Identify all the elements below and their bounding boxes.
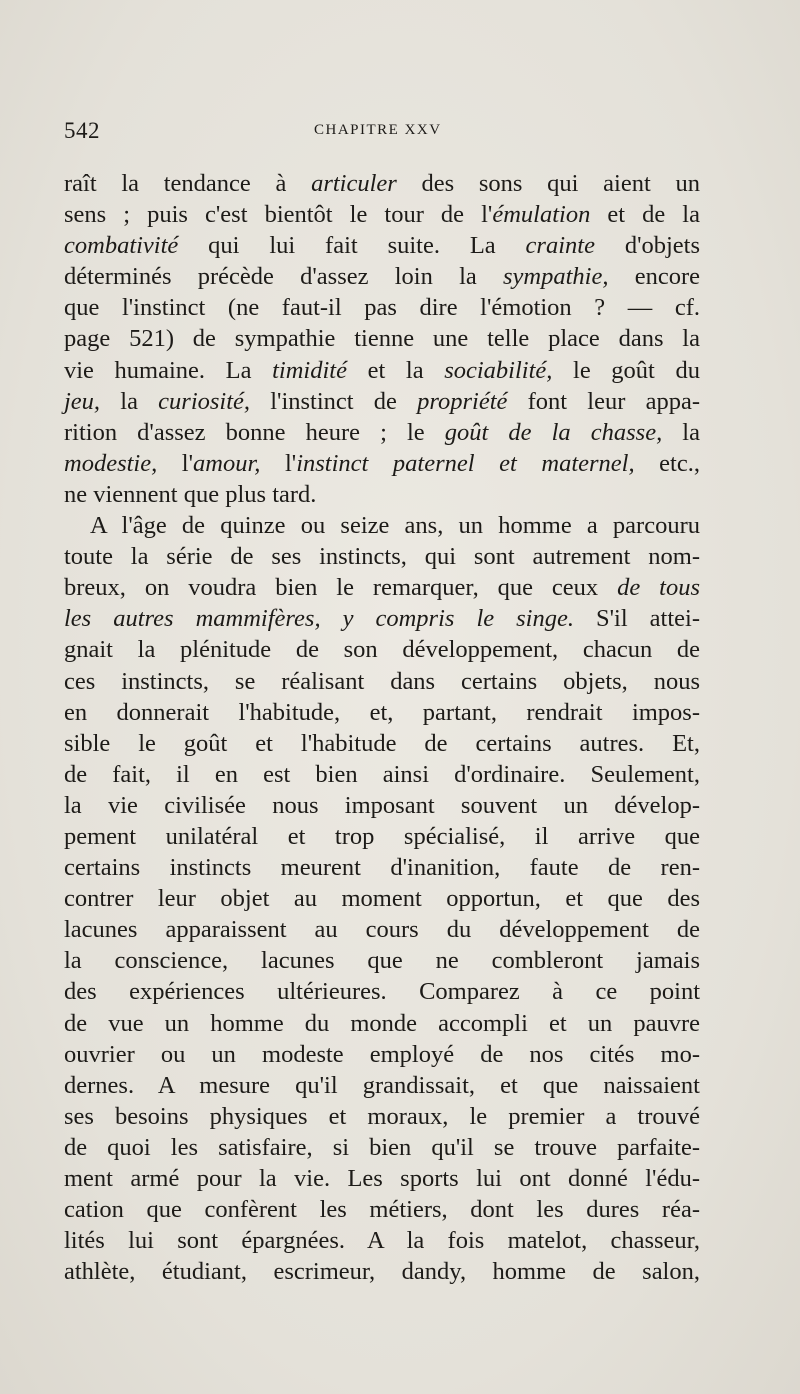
italic-text: de tous	[617, 574, 700, 602]
text-line	[64, 852, 700, 883]
text-line	[64, 790, 700, 821]
italic-text: combativité	[64, 232, 179, 260]
text-line	[64, 1101, 700, 1132]
text-run: athlète, étudiant, escrimeur, dandy, homme de salon,	[64, 1258, 700, 1286]
text-line	[64, 199, 700, 230]
text-run: gnait la plénitude de son développement, chacun de	[64, 636, 700, 664]
text-line	[64, 728, 700, 759]
text-run: encore	[608, 263, 700, 291]
text-run: ment armé pour la vie. Les sports lui ont donné l'édu-	[64, 1165, 700, 1192]
text-run: breux, on voudra bien le remarquer, que ceux	[64, 574, 618, 602]
page-number: 542	[64, 118, 100, 143]
text-run: S'il attei-	[573, 605, 701, 633]
text-line	[64, 603, 700, 634]
text-run: font leur appa-	[507, 387, 700, 415]
text-line	[64, 417, 700, 448]
text-run: le goût du	[552, 356, 700, 384]
text-run: A l'âge de quinze ou seize ans, un homme a parcouru	[90, 512, 700, 540]
text-run: dernes. A mesure qu'il grandissait, et que naissaient	[64, 1071, 700, 1099]
italic-text: timidité	[272, 356, 347, 384]
italic-text: propriété	[417, 387, 508, 415]
text-run: et de la	[590, 201, 700, 229]
text-line	[64, 448, 700, 479]
text-line	[64, 914, 700, 945]
text-line	[64, 1039, 700, 1070]
text-line	[64, 759, 700, 790]
text-line	[64, 292, 700, 323]
text-line	[64, 1008, 700, 1039]
text-run: sens ; puis c'est bientôt le tour de l'	[64, 201, 493, 229]
text-run: la vie civilisée nous imposant souvent un dévelop-	[64, 791, 700, 819]
text-run: toute la série de ses instincts, qui sont autrement nom-	[64, 543, 700, 571]
italic-text: curiosité,	[158, 387, 251, 415]
text-run: que l'instinct (ne faut-il pas dire l'émotion ? — cf.	[64, 294, 700, 322]
text-line	[64, 1163, 700, 1194]
text-run: cation que confèrent les métiers, dont les dures réa-	[64, 1196, 700, 1224]
text-run: ouvrier ou un modeste employé de nos cités mo-	[64, 1040, 700, 1068]
text-run: ces instincts, se réalisant dans certains objets, nous	[64, 667, 700, 695]
text-run: l'	[260, 449, 297, 477]
text-line	[64, 1070, 700, 1101]
text-run: lacunes apparaissent au cours du développement de	[64, 916, 700, 944]
italic-text: émulation	[492, 201, 591, 229]
text-line	[64, 168, 700, 199]
text-line	[64, 541, 700, 572]
text-line	[64, 821, 700, 852]
text-run: l'instinct de	[250, 387, 418, 415]
text-line	[64, 634, 700, 665]
text-line	[64, 510, 700, 541]
text-line	[64, 697, 700, 728]
text-run: ses besoins physiques et moraux, le premier a trouvé	[64, 1102, 700, 1130]
text-run: de vue un homme du monde accompli et un pauvre	[64, 1009, 700, 1037]
text-line	[64, 883, 700, 914]
text-run: de fait, il en est bien ainsi d'ordinaire. Seulement,	[64, 760, 700, 788]
italic-text: amour,	[193, 449, 261, 477]
text-run: d'objets	[594, 232, 701, 260]
text-line	[64, 976, 700, 1007]
text-run: et la	[346, 356, 445, 384]
italic-text: instinct paternel et maternel,	[296, 449, 635, 477]
text-run: etc.,	[634, 449, 700, 477]
text-run: pement unilatéral et trop spécialisé, il arrive que	[64, 822, 700, 850]
text-run: lités lui sont épargnées. A la fois matelot, chasseur,	[64, 1227, 700, 1255]
running-head: CHAPITRE XXV	[314, 122, 442, 138]
text-line	[64, 261, 700, 292]
text-run: en donnerait l'habitude, et, partant, rendrait impos-	[64, 698, 700, 726]
text-run: contrer leur objet au moment opportun, et que des	[64, 885, 700, 913]
italic-text: sociabilité,	[444, 356, 553, 384]
text-line	[64, 945, 700, 976]
text-run: ne viennent que plus tard.	[64, 480, 317, 508]
text-line	[64, 1225, 700, 1256]
text-line	[64, 572, 700, 603]
text-run: la	[100, 387, 159, 415]
text-line	[64, 230, 700, 261]
text-line	[64, 1194, 700, 1225]
text-run: déterminés précède d'assez loin la	[64, 263, 503, 291]
italic-text: crainte	[525, 232, 595, 260]
text-run: l'	[157, 449, 194, 477]
text-line	[64, 355, 700, 386]
text-line	[64, 666, 700, 697]
italic-text: modestie,	[64, 449, 158, 477]
text-line	[64, 386, 700, 417]
text-line	[64, 479, 700, 510]
italic-text: jeu,	[64, 387, 101, 415]
text-run: page 521) de sympathie tienne une telle place dans la	[64, 325, 700, 353]
text-run: de quoi les satisfaire, si bien qu'il se trouve parfaite-	[64, 1133, 700, 1161]
page-header	[64, 118, 700, 148]
italic-text: goût de la chasse,	[444, 418, 663, 446]
text-run: certains instincts meurent d'inanition, faute de ren-	[64, 854, 700, 882]
body-text	[64, 168, 700, 1287]
italic-text: articuler	[311, 170, 397, 197]
text-run: sible le goût et l'habitude de certains autres. Et,	[64, 729, 700, 757]
text-line	[64, 1256, 700, 1287]
text-run: rition d'assez bonne heure ; le	[64, 418, 445, 446]
italic-text: sympathie,	[503, 263, 609, 291]
italic-text: les autres mammifères, y compris le singe.	[64, 605, 574, 633]
text-line	[64, 323, 700, 354]
text-run: vie humaine. La	[64, 356, 273, 384]
text-run: raît la tendance à	[64, 170, 312, 197]
text-line	[64, 1132, 700, 1163]
text-run: des expériences ultérieures. Comparez à ce point	[64, 978, 700, 1006]
text-run: la conscience, lacunes que ne combleront jamais	[64, 947, 700, 975]
text-run: des sons qui aient un	[396, 170, 700, 197]
text-run: la	[662, 418, 700, 446]
text-run: qui lui fait suite. La	[178, 232, 526, 260]
